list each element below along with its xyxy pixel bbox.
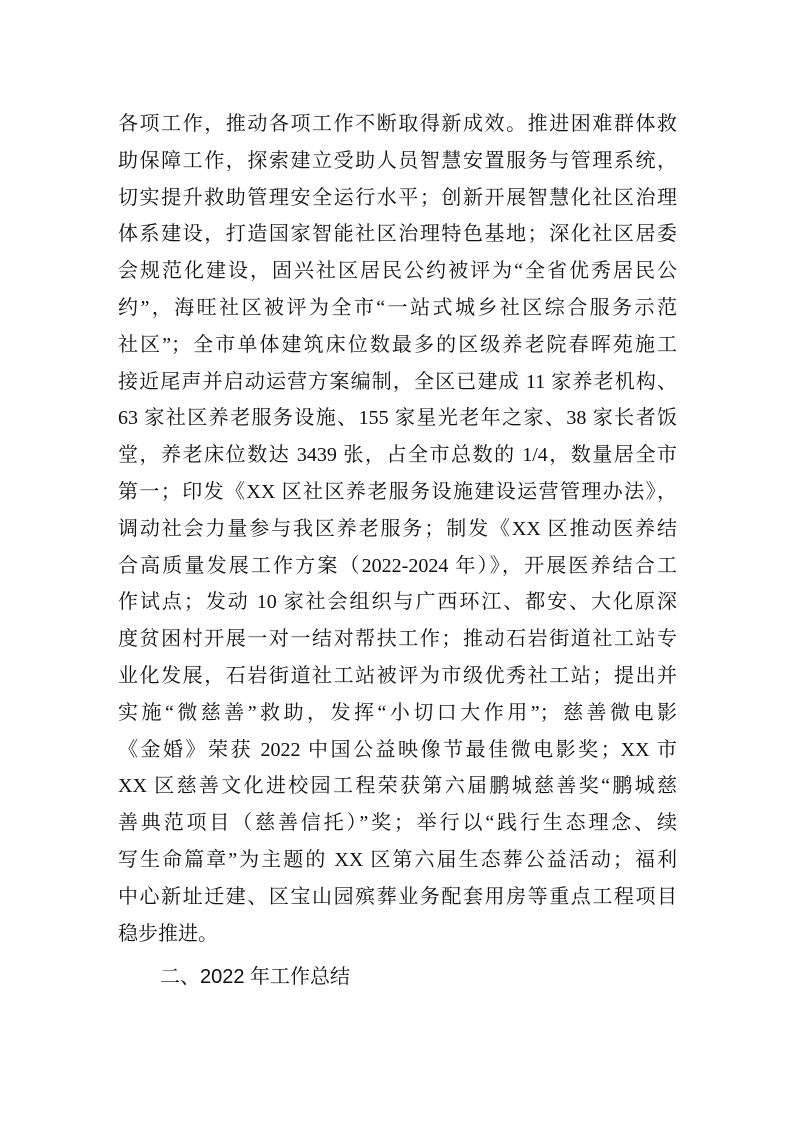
paragraph-line: 度贫困村开展一对一结对帮扶工作；推动石岩街道社工站专: [118, 628, 677, 651]
paragraph-line: XX 区慈善文化进校园工程荣获第六届鹏城慈善奖“鹏城慈: [118, 775, 677, 798]
paragraph-line: 接近尾声并启动运营方案编制，全区已建成 11 家养老机构、: [118, 370, 677, 393]
paragraph-line: 业化发展，石岩街道社工站被评为市级优秀社工站；提出并: [118, 664, 677, 687]
paragraph-line: 切实提升救助管理安全运行水平；创新开展智慧化社区治理: [118, 186, 677, 209]
paragraph-line: 第一；印发《XX 区社区养老服务设施建设运营管理办法》，: [118, 480, 677, 503]
paragraph-line: 调动社会力量参与我区养老服务；制发《XX 区推动医养结: [118, 517, 677, 540]
paragraph-line: 各项工作，推动各项工作不断取得新成效。推进困难群体救: [118, 113, 677, 135]
paragraph-line: 实施“微慈善”救助，发挥“小切口大作用”；慈善微电影: [118, 701, 677, 724]
paragraph-line: 作试点；发动 10 家社会组织与广西环江、都安、大化原深: [118, 591, 677, 614]
paragraph-line: 稳步推进。: [118, 922, 218, 945]
paragraph-line: 《金婚》荣获 2022 中国公益映像节最佳微电影奖；XX 市: [118, 738, 677, 761]
paragraph-line: 约”，海旺社区被评为全市“一站式城乡社区综合服务示范: [118, 296, 677, 319]
paragraph-line: 善典范项目（慈善信托）”奖；举行以“践行生态理念、续: [118, 812, 677, 835]
paragraph-line: 堂，养老床位数达 3439 张，占全市总数的 1/4，数量居全市: [118, 444, 677, 467]
paragraph-line: 体系建设，打造国家智能社区治理特色基地；深化社区居委: [118, 223, 677, 246]
section-heading: 二、2022 年工作总结: [160, 966, 351, 988]
paragraph-line: 写生命篇章”为主题的 XX 区第六届生态葬公益活动；福利: [118, 848, 677, 871]
paragraph-line: 合高质量发展工作方案（2022-2024 年）》，开展医养结合工: [118, 554, 677, 577]
paragraph-line: 63 家社区养老服务设施、155 家星光老年之家、38 家长者饭: [118, 407, 677, 430]
paragraph-line: 会规范化建设，固兴社区居民公约被评为“全省优秀居民公: [118, 260, 677, 283]
paragraph-line: 社区”；全市单体建筑床位数最多的区级养老院春晖苑施工: [118, 333, 677, 356]
paragraph: [118, 106, 677, 952]
paragraph-line: 中心新址迁建、区宝山园殡葬业务配套用房等重点工程项目: [118, 885, 677, 908]
paragraph-line: 助保障工作，探索建立受助人员智慧安置服务与管理系统，: [118, 149, 677, 172]
